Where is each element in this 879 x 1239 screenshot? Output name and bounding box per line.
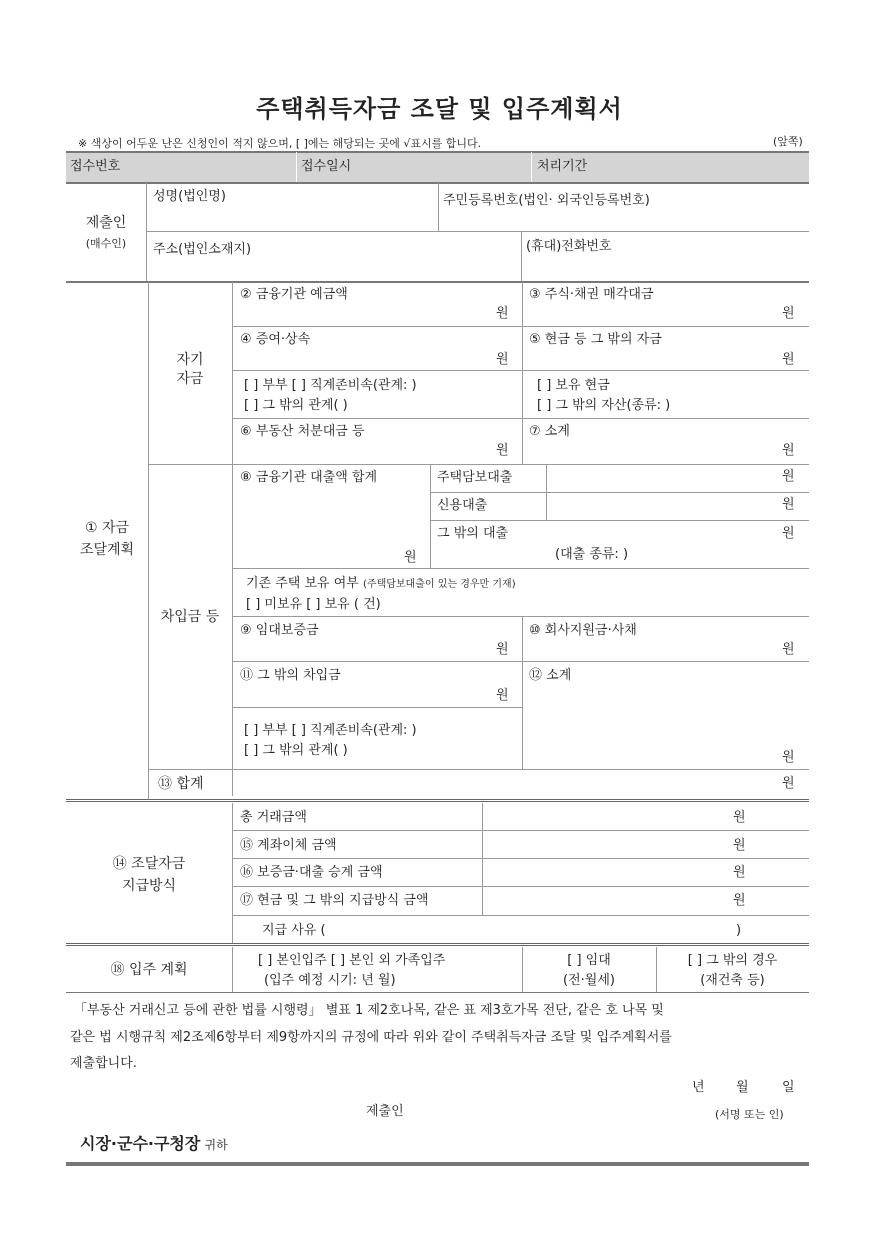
- loan-subtotal-label: ⑫ 소계: [529, 668, 572, 683]
- receipt-header: [66, 152, 809, 182]
- won-unit: 원: [782, 306, 795, 321]
- stock-sale-label: ③ 주식·채권 매각대금: [529, 287, 654, 302]
- other-borrowing-label: ⑪ 그 밖의 차입금: [240, 668, 341, 683]
- page-side: (앞쪽): [773, 135, 803, 148]
- transfer-amount-label: ⑮ 계좌이체 금액: [240, 838, 337, 853]
- won-unit: 원: [782, 497, 795, 512]
- date-month[interactable]: 월: [736, 1080, 749, 1095]
- receipt-number-label: 접수번호: [70, 159, 121, 174]
- receipt-date-label: 접수일시: [301, 159, 352, 174]
- payment-method-label: ⑭ 조달자금: [112, 856, 186, 872]
- address-field[interactable]: 주소(법인소재지): [153, 242, 252, 257]
- other-asset-checkbox[interactable]: [ ] 그 밖의 자산(종류: ): [537, 398, 671, 413]
- existing-house-text: 기존 주택 보유 여부: [246, 576, 359, 591]
- existing-house-note: (주택담보대출이 있는 경우만 기재): [363, 579, 516, 590]
- bank-deposit-label: ② 금융기관 예금액: [240, 287, 348, 302]
- deposit-succession-label: ⑯ 보증금·대출 승계 금액: [240, 865, 383, 880]
- borrowed-funds-label: 차입금 등: [160, 609, 220, 625]
- won-unit: 원: [782, 469, 795, 484]
- won-unit: 원: [782, 352, 795, 367]
- funding-plan-label: ① 자금: [84, 520, 130, 536]
- move-in-plan-label: ⑱ 입주 계획: [110, 962, 188, 978]
- addressee: [80, 1136, 228, 1153]
- won-unit: 원: [496, 443, 509, 458]
- statement-line-3: 제출합니다.: [70, 1056, 137, 1071]
- rent-checkbox[interactable]: [ ] 임대: [567, 953, 611, 968]
- won-unit: 원: [733, 893, 746, 908]
- borrow-relation-checkbox[interactable]: [ ] 부부 [ ] 직계존비속(관계: ): [244, 723, 417, 738]
- gift-relation-checkbox[interactable]: [ ] 부부 [ ] 직계존비속(관계: ): [244, 378, 417, 393]
- rent-sub-label: (전·월세): [563, 973, 615, 988]
- other-loan-label: 그 밖의 대출: [437, 526, 509, 541]
- gift-inheritance-label: ④ 증여·상속: [240, 332, 311, 347]
- date-year[interactable]: 년: [692, 1080, 705, 1095]
- gift-other-relation-checkbox[interactable]: [ ] 그 밖의 관계( ): [244, 398, 348, 413]
- cash-payment-label: ⑰ 현금 및 그 밖의 지급방식 금액: [240, 893, 429, 908]
- page-title: 주택취득자금 조달 및 입주계획서: [256, 95, 623, 123]
- submitter-sub-label: (매수인): [85, 237, 127, 250]
- won-unit: 원: [404, 550, 417, 565]
- payment-reason-field[interactable]: 지급 사유 (: [262, 923, 326, 938]
- submitter-label: 제출인: [85, 215, 127, 231]
- bank-loan-total-label: ⑧ 금융기관 대출액 합계: [240, 470, 378, 485]
- self-move-in-checkbox[interactable]: [ ] 본인입주 [ ] 본인 외 가족입주: [258, 953, 446, 968]
- total-amount-label: 총 거래금액: [240, 810, 307, 825]
- addressee-honorific: 귀하: [204, 1138, 228, 1152]
- loan-type-field[interactable]: (대출 종류: ): [555, 547, 629, 562]
- other-case-checkbox[interactable]: [ ] 그 밖의 경우: [687, 953, 778, 968]
- won-unit: 원: [496, 306, 509, 321]
- won-unit: 원: [496, 688, 509, 703]
- total-label: ⑬ 합계: [158, 776, 204, 792]
- real-estate-sale-label: ⑥ 부동산 처분대금 등: [240, 424, 365, 439]
- funding-plan-label-2: 조달계획: [79, 542, 135, 558]
- cash-other-label: ⑤ 현금 등 그 밖의 자금: [529, 332, 662, 347]
- won-unit: 원: [733, 838, 746, 853]
- phone-field[interactable]: (휴대)전화번호: [526, 239, 612, 254]
- won-unit: 원: [782, 750, 795, 765]
- signature-field[interactable]: (서명 또는 인): [715, 1108, 784, 1121]
- existing-house-checkbox[interactable]: [ ] 미보유 [ ] 보유 ( 건): [246, 597, 381, 612]
- other-case-sub-label: (재건축 등): [700, 973, 765, 988]
- own-funds-label: 자기: [176, 352, 204, 368]
- date-day[interactable]: 일: [782, 1080, 795, 1095]
- statement-line-1: 「부동산 거래신고 등에 관한 법률 시행령」 별표 1 제2호나목, 같은 표 제3호가목 전단, 같은 호 나목 및: [74, 1003, 664, 1018]
- statement-line-2: 같은 법 시행규칙 제2조제6항부터 제9항까지의 규정에 따라 위와 같이 주택취득자금 조달 및 입주계획서를: [70, 1030, 672, 1045]
- won-unit: 원: [496, 642, 509, 657]
- existing-house-label: [246, 576, 516, 592]
- payment-method-label-2: 지급방식: [121, 878, 177, 894]
- won-unit: 원: [733, 810, 746, 825]
- bottom-rule: [66, 1162, 809, 1166]
- notice: ※ 색상이 어두운 난은 신청인이 적지 않으며, [ ]에는 해당되는 곳에 √표시를 합니다.: [78, 137, 482, 150]
- won-unit: 원: [496, 352, 509, 367]
- move-in-schedule-field[interactable]: (입주 예정 시기: 년 월): [264, 973, 396, 988]
- name-field[interactable]: 성명(법인명): [153, 189, 226, 204]
- won-unit: 원: [733, 865, 746, 880]
- credit-loan-label: 신용대출: [437, 498, 488, 513]
- payment-reason-close: ): [736, 923, 742, 938]
- addressee-title: 시장·군수·구청장: [80, 1134, 201, 1153]
- signer-label: 제출인: [366, 1104, 404, 1119]
- won-unit: 원: [782, 443, 795, 458]
- processing-period-label: 처리기간: [537, 159, 588, 174]
- own-subtotal-label: ⑦ 소계: [529, 424, 570, 439]
- borrow-other-relation-checkbox[interactable]: [ ] 그 밖의 관계( ): [244, 743, 348, 758]
- cash-held-checkbox[interactable]: [ ] 보유 현금: [537, 378, 610, 393]
- company-support-label: ⑩ 회사지원금·사채: [529, 623, 637, 638]
- lease-deposit-label: ⑨ 임대보증금: [240, 623, 319, 638]
- mortgage-loan-label: 주택담보대출: [437, 470, 513, 485]
- won-unit: 원: [782, 642, 795, 657]
- registration-number-field[interactable]: 주민등록번호(법인· 외국인등록번호): [443, 193, 650, 208]
- won-unit: 원: [782, 526, 795, 541]
- own-funds-label-2: 자금: [176, 371, 204, 387]
- won-unit: 원: [782, 776, 795, 791]
